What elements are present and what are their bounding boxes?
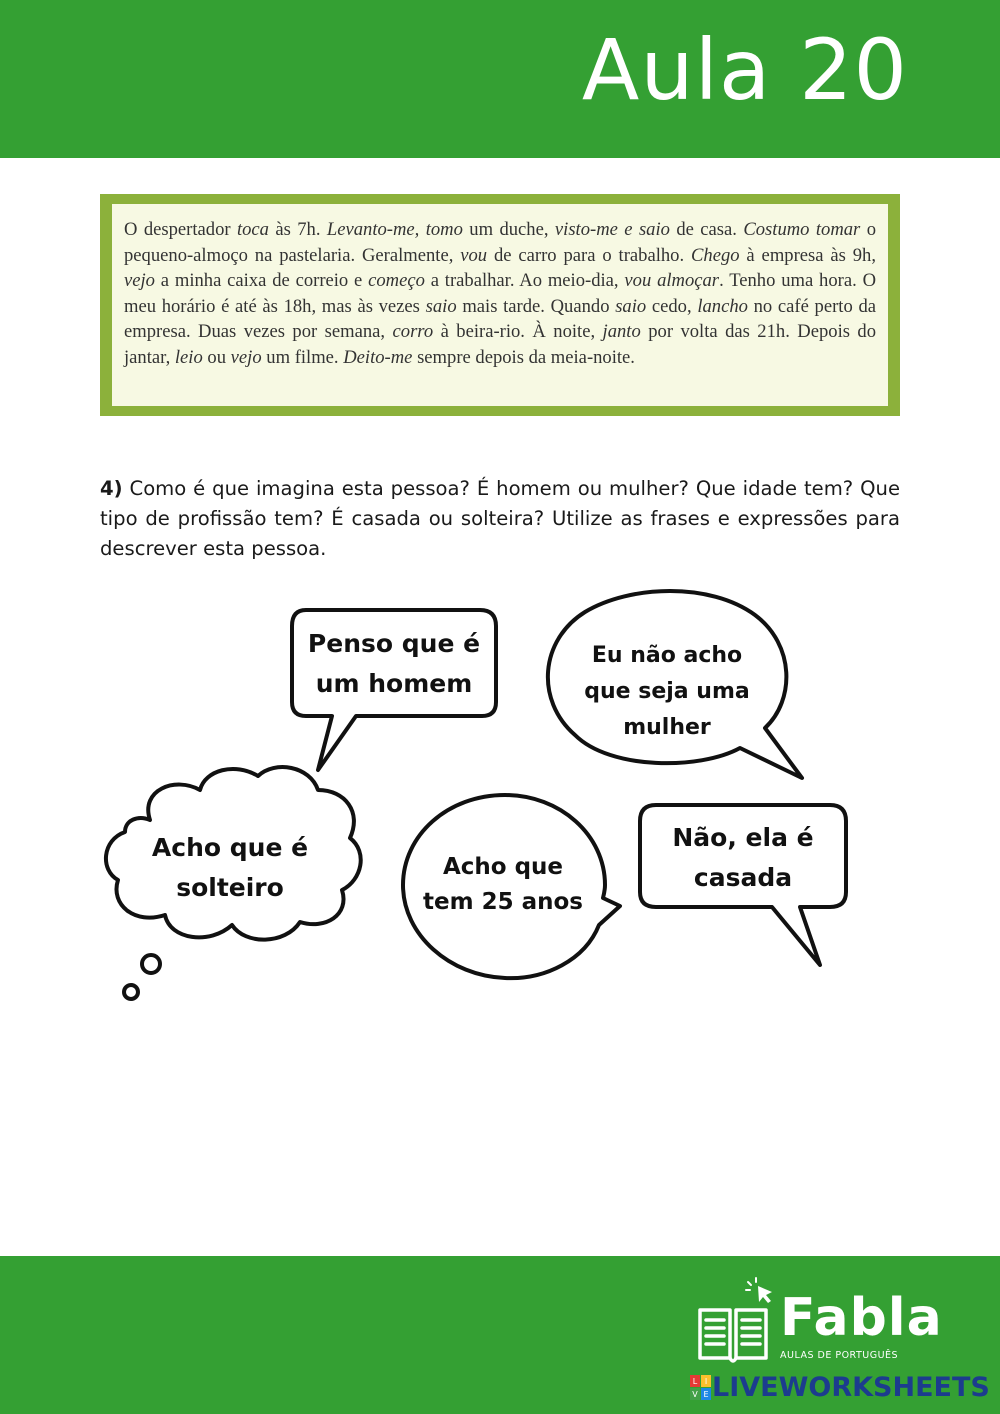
reading-text-segment: de casa.: [669, 219, 744, 240]
reading-text-italic-verb: saio: [615, 295, 647, 317]
speech-bubble-2-line-2: que seja uma: [584, 679, 750, 704]
reading-text-italic-verb: vejo: [124, 270, 155, 291]
reading-text-segment: mais tarde. Quando: [456, 295, 616, 317]
reading-text-italic-verb: toca: [236, 219, 269, 240]
speech-bubble-4-line-1: Acho que: [442, 854, 564, 880]
reading-text-segment: . Tenho uma hora. O meu horário é até às 18h, mas às vezes: [124, 270, 876, 317]
badge-letter-i: I: [704, 1377, 708, 1386]
speech-bubble-2-line-3: mulher: [623, 715, 711, 740]
reading-text-segment: um filme.: [261, 346, 344, 368]
reading-text-segment: sempre depois da meia-noite.: [412, 346, 635, 368]
reading-text-italic-verb: vou almoçar: [624, 270, 720, 291]
reading-text-segment: à beira-rio. À noite,: [433, 321, 603, 342]
reading-text-italic-verb: Chego: [691, 244, 740, 266]
reading-text-italic-verb: Levanto-me, tomo: [326, 219, 463, 240]
badge-letter-e: E: [703, 1390, 709, 1399]
reading-text-segment: cedo,: [646, 295, 698, 317]
liveworksheets-logo-text: LIVEWORKSHEETS: [712, 1372, 990, 1403]
reading-text-italic-verb: corro: [392, 321, 434, 342]
thought-bubble-3-line-2: solteiro: [176, 873, 284, 902]
open-book-icon: [692, 1272, 778, 1368]
thought-bubble-3: [120, 828, 340, 908]
lesson-title: Aula 20: [581, 21, 908, 119]
speech-bubble-5-line-1: Não, ela é: [672, 823, 814, 852]
reading-text-segment: um duche,: [462, 219, 555, 240]
reading-text-segment: no café perto da empresa. Duas vezes por semana,: [124, 295, 877, 342]
thought-dot-small: [124, 985, 138, 999]
badge-letter-v: V: [692, 1390, 698, 1399]
fabla-logo-tagline: AULAS DE PORTUGUÊS: [780, 1350, 899, 1361]
speech-bubble-4-line-2: tem 25 anos: [423, 889, 583, 915]
speech-bubble-1-line-2: um homem: [315, 669, 473, 698]
speech-bubble-2: [560, 638, 774, 746]
speech-bubble-2-line-1: Eu não acho: [591, 643, 743, 668]
exercise-text: Como é que imagina esta pessoa? É homem ou mulher? Que idade tem? Que tipo de profissão tem? É casada ou solteira? Utilize as frases e expressões para descrever esta pessoa.: [100, 477, 900, 560]
speech-bubble-5: [640, 818, 846, 898]
thought-dot-large: [142, 955, 160, 973]
reading-text-segment: o pequeno-almoço na pastelaria. Geralmente,: [124, 219, 876, 266]
speech-bubble-4: [403, 850, 603, 920]
reading-text-segment: de carro para o trabalho.: [487, 244, 691, 266]
reading-text-segment: O despertador: [124, 219, 237, 240]
liveworksheets-badge-icon: [690, 1375, 712, 1401]
speech-bubble-1-line-1: Penso que é: [307, 629, 481, 658]
reading-text-segment: às 7h.: [268, 219, 327, 240]
speech-bubble-1: [292, 624, 496, 704]
cursor-icon: [758, 1286, 772, 1303]
reading-text-italic-verb: janto: [602, 321, 641, 342]
badge-letter-l: L: [692, 1377, 698, 1386]
reading-text-italic-verb: vou: [460, 244, 488, 266]
reading-text-italic-verb: lancho: [697, 295, 748, 317]
reading-text-segment: à empresa às 9h,: [739, 244, 876, 266]
reading-text-italic-verb: Deito-me: [343, 346, 413, 368]
thought-bubble-3-line-1: Acho que é: [151, 833, 309, 862]
reading-text-italic-verb: começo: [368, 270, 425, 291]
reading-text-segment: a trabalhar. Ao meio-dia,: [424, 270, 625, 291]
fabla-logo-name: Fabla: [780, 1288, 943, 1348]
speech-bubble-5-line-2: casada: [693, 863, 793, 892]
reading-text-segment: ou: [202, 346, 231, 368]
reading-text-italic-verb: visto-me e saio: [554, 219, 670, 240]
reading-text-italic-verb: Costumo tomar: [743, 219, 861, 240]
reading-text-italic-verb: vejo: [230, 346, 262, 368]
reading-text-italic-verb: saio: [425, 295, 457, 317]
reading-text-italic-verb: leio: [174, 346, 203, 368]
reading-text-segment: a minha caixa de correio e: [154, 270, 369, 291]
reading-text-segment: por volta das 21h. Depois do jantar,: [124, 321, 877, 368]
exercise-number: 4): [100, 477, 123, 500]
